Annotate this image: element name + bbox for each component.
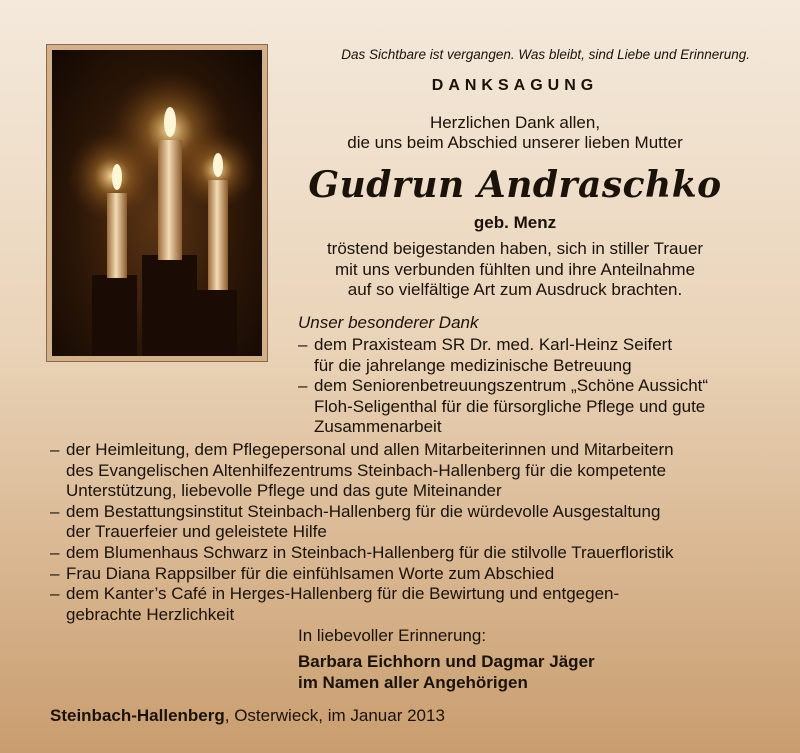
motto: Das Sichtbare ist vergangen. Was bleibt, sind Liebe und Erinnerung.	[341, 47, 750, 62]
list-item-line: – dem Blumenhaus Schwarz in Steinbach-Hallenberg für die stilvolle Trauerfloristik	[66, 542, 674, 562]
list-item	[50, 564, 674, 585]
list-item-line: Floh-Seligenthal für die fürsorgliche Pflege und gute	[314, 396, 706, 416]
special-thanks-heading: Unser besonderer Dank	[298, 313, 479, 332]
list-item-line: für die jahrelange medizinische Betreuung	[314, 355, 632, 375]
support-line: tröstend beigestanden haben, sich in stiller Trauer	[326, 239, 704, 258]
signer-line: Barbara Eichhorn und Dagmar Jäger	[298, 652, 595, 671]
list-item-line: – dem Kanter’s Café in Herges-Hallenberg für die Bewirtung und entgegen-	[66, 584, 620, 604]
thanks-list-indented	[298, 335, 708, 438]
intro-line: die uns beim Abschied unserer lieben Mutter	[347, 133, 683, 152]
list-item-line: der Trauerfeier und geleistete Hilfe	[66, 522, 327, 542]
list-item	[298, 376, 708, 438]
list-item	[50, 502, 674, 543]
list-item	[50, 440, 674, 502]
page-title: DANKSAGUNG	[431, 77, 599, 94]
footer-rest: , Osterwieck, im Januar 2013	[224, 706, 445, 725]
thanks-list-full	[50, 440, 674, 625]
list-item-line: gebrachte Herzlichkeit	[66, 604, 235, 624]
list-item-line: – der Heimleitung, dem Pflegepersonal und allen Mitarbeiterinnen und Mitarbeitern	[66, 440, 674, 459]
list-item	[50, 543, 674, 564]
signer-line: im Namen aller Angehörigen	[298, 673, 528, 692]
footer-place: Steinbach-Hallenberg	[50, 706, 225, 725]
support-text	[280, 239, 750, 301]
candles-icon	[52, 50, 262, 356]
list-item-line: Zusammenarbeit	[314, 417, 442, 437]
deceased-name: Gudrun Andraschko	[308, 164, 722, 206]
footer-place-date	[50, 706, 445, 726]
candles-photo-image	[52, 50, 262, 356]
list-item	[298, 335, 708, 376]
intro-line: Herzlichen Dank allen,	[429, 113, 601, 132]
list-item-line: Unterstützung, liebevolle Pflege und das gute Miteinander	[66, 481, 502, 501]
list-item-line: – Frau Diana Rappsilber für die einfühlsamen Worte zum Abschied	[66, 563, 555, 583]
signers	[298, 651, 595, 693]
candles-photo	[46, 44, 268, 362]
list-item	[50, 584, 674, 625]
support-line: mit uns verbunden fühlten und ihre Anteilnahme	[334, 259, 696, 279]
list-item-line: – dem Bestattungsinstitut Steinbach-Hallenberg für die würdevolle Ausgestaltung	[66, 501, 661, 521]
intro-text	[280, 113, 750, 153]
closing-text: In liebevoller Erinnerung:	[298, 626, 487, 645]
list-item-line: des Evangelischen Altenhilfezentrums Steinbach-Hallenberg für die kompetente	[66, 460, 667, 480]
support-line: auf so vielfältige Art zum Ausdruck brachten.	[347, 280, 683, 299]
list-item-line: – dem Seniorenbetreuungszentrum „Schöne Aussicht“	[314, 376, 709, 396]
birth-name: geb. Menz	[473, 213, 557, 232]
list-item-line: – dem Praxisteam SR Dr. med. Karl-Heinz Seifert	[314, 335, 673, 354]
